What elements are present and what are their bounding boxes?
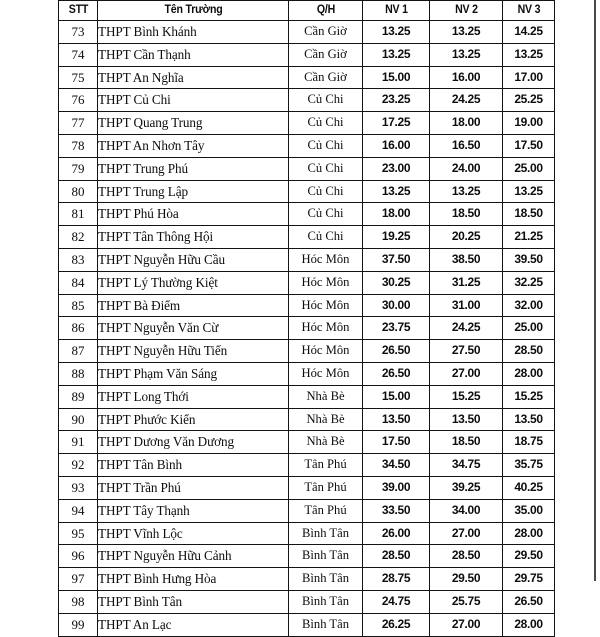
- row-cell-nv3: 13.50: [503, 408, 555, 431]
- row-cell-stt: 93: [59, 476, 98, 499]
- row-cell-nv2: 13.25: [430, 180, 503, 203]
- row-cell-nv3: 25.00: [503, 157, 555, 180]
- row-cell-stt: 87: [59, 340, 98, 363]
- scores-table-container: [58, 0, 554, 637]
- row-cell-nv1: 19.25: [363, 226, 430, 249]
- row-cell-nv1: 39.00: [363, 476, 430, 499]
- table-row: [59, 340, 555, 363]
- row-cell-nv2: 20.25: [430, 226, 503, 249]
- row-cell-nv3: 35.75: [503, 454, 555, 477]
- row-cell-nv3: 40.25: [503, 476, 555, 499]
- row-cell-nv3: 14.25: [503, 21, 555, 44]
- row-cell-nv3: 18.75: [503, 431, 555, 454]
- row-cell-nv2: 34.75: [430, 454, 503, 477]
- row-cell-school-name: THPT An Nghĩa: [98, 66, 289, 89]
- row-cell-nv1: 26.50: [363, 362, 430, 385]
- column-header-nv3: NV 3: [505, 1, 553, 21]
- row-cell-stt: 80: [59, 180, 98, 203]
- table-row: [59, 317, 555, 340]
- row-cell-district: Hóc Môn: [289, 271, 363, 294]
- row-cell-nv2: 38.50: [430, 248, 503, 271]
- column-header-nv2: NV 2: [432, 1, 499, 21]
- row-cell-district: Tân Phú: [289, 454, 363, 477]
- row-cell-nv3: 28.00: [503, 362, 555, 385]
- row-cell-district: Hóc Môn: [289, 317, 363, 340]
- row-cell-stt: 84: [59, 271, 98, 294]
- table-row: [59, 476, 555, 499]
- admission-scores-table: [58, 0, 555, 637]
- row-cell-nv3: 32.00: [503, 294, 555, 317]
- row-cell-nv2: 39.25: [430, 476, 503, 499]
- row-cell-district: Bình Tân: [289, 568, 363, 591]
- row-cell-nv2: 18.50: [430, 203, 503, 226]
- row-cell-nv1: 13.25: [363, 43, 430, 66]
- row-cell-district: Bình Tân: [289, 613, 363, 636]
- row-cell-school-name: THPT Bình Tân: [98, 590, 289, 613]
- table-row: [59, 499, 555, 522]
- row-cell-school-name: THPT Quang Trung: [98, 112, 289, 135]
- row-cell-stt: 85: [59, 294, 98, 317]
- row-cell-nv3: 25.25: [503, 89, 555, 112]
- row-cell-school-name: THPT Phước Kiển: [98, 408, 289, 431]
- row-cell-district: Bình Tân: [289, 590, 363, 613]
- row-cell-district: Cần Giờ: [289, 66, 363, 89]
- row-cell-nv3: 29.50: [503, 545, 555, 568]
- row-cell-nv2: 25.75: [430, 590, 503, 613]
- row-cell-nv3: 15.25: [503, 385, 555, 408]
- row-cell-district: Hóc Môn: [289, 362, 363, 385]
- row-cell-nv1: 30.25: [363, 271, 430, 294]
- row-cell-district: Củ Chi: [289, 89, 363, 112]
- row-cell-nv3: 18.50: [503, 203, 555, 226]
- table-row: [59, 21, 555, 44]
- row-cell-school-name: THPT Vĩnh Lộc: [98, 522, 289, 545]
- row-cell-school-name: THPT Trung Lập: [98, 180, 289, 203]
- row-cell-nv3: 39.50: [503, 248, 555, 271]
- row-cell-school-name: THPT Cần Thạnh: [98, 43, 289, 66]
- row-cell-district: Củ Chi: [289, 226, 363, 249]
- row-cell-district: Củ Chi: [289, 203, 363, 226]
- row-cell-stt: 82: [59, 226, 98, 249]
- row-cell-district: Bình Tân: [289, 545, 363, 568]
- row-cell-stt: 89: [59, 385, 98, 408]
- table-row: [59, 157, 555, 180]
- row-cell-district: Hóc Môn: [289, 294, 363, 317]
- row-cell-nv2: 18.00: [430, 112, 503, 135]
- table-row: [59, 43, 555, 66]
- row-cell-stt: 88: [59, 362, 98, 385]
- row-cell-school-name: THPT Phạm Văn Sáng: [98, 362, 289, 385]
- row-cell-stt: 75: [59, 66, 98, 89]
- row-cell-stt: 91: [59, 431, 98, 454]
- row-cell-nv2: 27.00: [430, 522, 503, 545]
- row-cell-nv2: 24.25: [430, 89, 503, 112]
- row-cell-district: Tân Phú: [289, 499, 363, 522]
- table-row: [59, 568, 555, 591]
- column-header-qh: Q/H: [291, 1, 359, 21]
- row-cell-nv1: 26.00: [363, 522, 430, 545]
- row-cell-stt: 96: [59, 545, 98, 568]
- row-cell-nv2: 27.50: [430, 340, 503, 363]
- table-header: [59, 1, 555, 21]
- row-cell-stt: 81: [59, 203, 98, 226]
- row-cell-school-name: THPT Long Thới: [98, 385, 289, 408]
- row-cell-nv1: 30.00: [363, 294, 430, 317]
- row-cell-nv3: 21.25: [503, 226, 555, 249]
- row-cell-district: Nhà Bè: [289, 385, 363, 408]
- row-cell-nv2: 18.50: [430, 431, 503, 454]
- table-row: [59, 89, 555, 112]
- row-cell-nv1: 37.50: [363, 248, 430, 271]
- row-cell-nv2: 34.00: [430, 499, 503, 522]
- row-cell-district: Củ Chi: [289, 112, 363, 135]
- column-header-stt: STT: [60, 1, 96, 21]
- row-cell-stt: 99: [59, 613, 98, 636]
- table-row: [59, 590, 555, 613]
- row-cell-nv2: 24.00: [430, 157, 503, 180]
- row-cell-school-name: THPT Bình Khánh: [98, 21, 289, 44]
- row-cell-school-name: THPT Nguyễn Hữu Cầu: [98, 248, 289, 271]
- row-cell-district: Bình Tân: [289, 522, 363, 545]
- row-cell-nv3: 26.50: [503, 590, 555, 613]
- table-row: [59, 226, 555, 249]
- column-header-nv1: NV 1: [365, 1, 427, 21]
- row-cell-nv3: 13.25: [503, 43, 555, 66]
- row-cell-school-name: THPT Nguyễn Văn Cừ: [98, 317, 289, 340]
- table-row: [59, 112, 555, 135]
- row-cell-stt: 94: [59, 499, 98, 522]
- row-cell-nv3: 25.00: [503, 317, 555, 340]
- row-cell-district: Tân Phú: [289, 476, 363, 499]
- row-cell-school-name: THPT Tân Bình: [98, 454, 289, 477]
- row-cell-nv2: 16.50: [430, 134, 503, 157]
- row-cell-district: Củ Chi: [289, 134, 363, 157]
- table-row: [59, 294, 555, 317]
- table-row: [59, 134, 555, 157]
- row-cell-nv1: 17.50: [363, 431, 430, 454]
- row-cell-nv1: 13.50: [363, 408, 430, 431]
- row-cell-nv3: 28.00: [503, 613, 555, 636]
- row-cell-stt: 95: [59, 522, 98, 545]
- row-cell-nv3: 32.25: [503, 271, 555, 294]
- row-cell-nv1: 26.50: [363, 340, 430, 363]
- row-cell-stt: 83: [59, 248, 98, 271]
- table-row: [59, 431, 555, 454]
- row-cell-district: Cần Giờ: [289, 21, 363, 44]
- row-cell-stt: 86: [59, 317, 98, 340]
- table-row: [59, 180, 555, 203]
- row-cell-stt: 73: [59, 21, 98, 44]
- row-cell-stt: 74: [59, 43, 98, 66]
- row-cell-nv1: 23.75: [363, 317, 430, 340]
- row-cell-nv2: 16.00: [430, 66, 503, 89]
- row-cell-nv1: 23.00: [363, 157, 430, 180]
- table-row: [59, 522, 555, 545]
- row-cell-nv2: 31.25: [430, 271, 503, 294]
- table-row: [59, 248, 555, 271]
- row-cell-district: Hóc Môn: [289, 248, 363, 271]
- row-cell-nv3: 28.50: [503, 340, 555, 363]
- row-cell-nv3: 13.25: [503, 180, 555, 203]
- row-cell-stt: 98: [59, 590, 98, 613]
- row-cell-nv3: 35.00: [503, 499, 555, 522]
- table-header-row: [59, 1, 555, 21]
- row-cell-school-name: THPT Lý Thường Kiệt: [98, 271, 289, 294]
- row-cell-nv1: 17.25: [363, 112, 430, 135]
- table-row: [59, 362, 555, 385]
- row-cell-school-name: THPT Bình Hưng Hòa: [98, 568, 289, 591]
- row-cell-district: Hóc Môn: [289, 340, 363, 363]
- row-cell-nv1: 15.00: [363, 385, 430, 408]
- row-cell-nv1: 24.75: [363, 590, 430, 613]
- row-cell-nv3: 17.50: [503, 134, 555, 157]
- row-cell-stt: 97: [59, 568, 98, 591]
- table-row: [59, 385, 555, 408]
- column-header-name: Tên Trường: [105, 1, 281, 21]
- row-cell-school-name: THPT Phú Hòa: [98, 203, 289, 226]
- row-cell-school-name: THPT Dương Văn Dương: [98, 431, 289, 454]
- row-cell-nv3: 28.00: [503, 522, 555, 545]
- row-cell-district: Củ Chi: [289, 157, 363, 180]
- row-cell-nv2: 24.25: [430, 317, 503, 340]
- row-cell-nv1: 28.75: [363, 568, 430, 591]
- row-cell-nv1: 13.25: [363, 21, 430, 44]
- row-cell-nv2: 27.00: [430, 362, 503, 385]
- row-cell-nv1: 28.50: [363, 545, 430, 568]
- row-cell-nv2: 29.50: [430, 568, 503, 591]
- row-cell-school-name: THPT An Lạc: [98, 613, 289, 636]
- row-cell-stt: 77: [59, 112, 98, 135]
- row-cell-nv1: 15.00: [363, 66, 430, 89]
- row-cell-nv2: 31.00: [430, 294, 503, 317]
- table-row: [59, 408, 555, 431]
- row-cell-district: Củ Chi: [289, 180, 363, 203]
- row-cell-nv1: 33.50: [363, 499, 430, 522]
- row-cell-school-name: THPT Trần Phú: [98, 476, 289, 499]
- row-cell-school-name: THPT Trung Phú: [98, 157, 289, 180]
- page-edge-rule: [594, 0, 596, 581]
- row-cell-stt: 78: [59, 134, 98, 157]
- row-cell-district: Nhà Bè: [289, 408, 363, 431]
- row-cell-nv2: 13.25: [430, 21, 503, 44]
- row-cell-nv1: 23.25: [363, 89, 430, 112]
- table-row: [59, 271, 555, 294]
- row-cell-nv3: 19.00: [503, 112, 555, 135]
- row-cell-nv2: 15.25: [430, 385, 503, 408]
- row-cell-nv2: 13.50: [430, 408, 503, 431]
- row-cell-nv2: 27.00: [430, 613, 503, 636]
- row-cell-district: Cần Giờ: [289, 43, 363, 66]
- table-row: [59, 454, 555, 477]
- row-cell-school-name: THPT Củ Chi: [98, 89, 289, 112]
- row-cell-school-name: THPT Bà Điểm: [98, 294, 289, 317]
- row-cell-district: Nhà Bè: [289, 431, 363, 454]
- row-cell-nv1: 26.25: [363, 613, 430, 636]
- row-cell-nv1: 18.00: [363, 203, 430, 226]
- row-cell-stt: 90: [59, 408, 98, 431]
- row-cell-school-name: THPT Tân Thông Hội: [98, 226, 289, 249]
- row-cell-school-name: THPT Nguyễn Hữu Tiến: [98, 340, 289, 363]
- row-cell-stt: 76: [59, 89, 98, 112]
- row-cell-nv1: 34.50: [363, 454, 430, 477]
- row-cell-nv1: 13.25: [363, 180, 430, 203]
- table-row: [59, 66, 555, 89]
- row-cell-stt: 92: [59, 454, 98, 477]
- table-row: [59, 545, 555, 568]
- row-cell-school-name: THPT Tây Thạnh: [98, 499, 289, 522]
- row-cell-school-name: THPT An Nhơn Tây: [98, 134, 289, 157]
- row-cell-stt: 79: [59, 157, 98, 180]
- table-body: [59, 21, 555, 637]
- table-row: [59, 613, 555, 636]
- row-cell-nv2: 13.25: [430, 43, 503, 66]
- row-cell-school-name: THPT Nguyễn Hữu Cảnh: [98, 545, 289, 568]
- row-cell-nv2: 28.50: [430, 545, 503, 568]
- row-cell-nv3: 17.00: [503, 66, 555, 89]
- row-cell-nv1: 16.00: [363, 134, 430, 157]
- row-cell-nv3: 29.75: [503, 568, 555, 591]
- table-row: [59, 203, 555, 226]
